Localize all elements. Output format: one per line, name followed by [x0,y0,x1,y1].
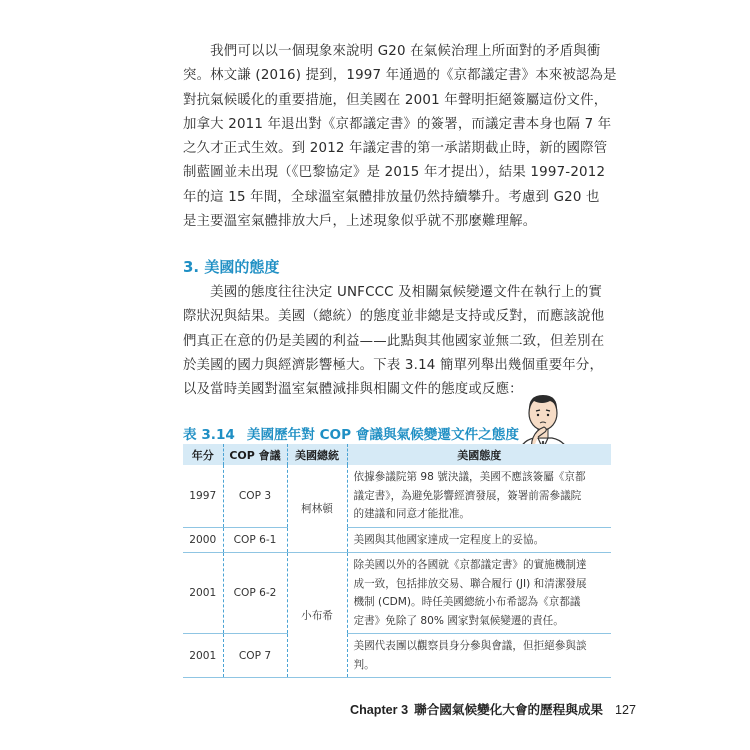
paragraph-usa [183,281,605,402]
text-line: 機制 (CDM)。時任美國總統小布希認為《京都議 [353,596,581,608]
text-line: 的建議和同意才能批准。 [353,508,471,520]
header-attitude: 美國態度 [347,444,611,465]
cell-cop: COP 7 [223,634,287,678]
text-line: 除美國以外的各國就《京都議定書》的實施機制達 [353,559,587,571]
text-line: 於美國的國力與經濟影響極大。下表 3.14 簡單列舉出幾個重要年分， [183,357,604,373]
cell-year: 2001 [183,634,223,678]
header-president: 美國總統 [287,444,347,465]
text-line: 以及當時美國對溫室氣體減排與相關文件的態度或反應： [183,382,523,398]
cell-president: 小布希 [287,553,347,678]
text-line: 判。 [353,658,375,671]
text-line: 美國代表團以觀察員身分參與會議，但拒絕參與談 [353,640,587,652]
text-line: 定書》免除了 80% 國家對氣候變遷的責任。 [353,614,564,627]
cell-year: 2001 [183,553,223,634]
text-line: 我們可以以一個現象來說明 G20 在氣候治理上所面對的矛盾與衝 [183,44,601,59]
table-row [183,634,611,678]
table-row [183,527,611,553]
cell-president: 柯林頓 [287,465,347,553]
cell-year: 2000 [183,527,223,553]
table-number: 表 3.14 [183,427,235,443]
text-line: 依據參議院第 98 號決議，美國不應該簽屬《京都 [353,471,586,483]
header-year: 年分 [183,444,223,465]
cell-cop: COP 6-1 [223,527,287,553]
text-line: 議定書》，為避免影響經濟發展，簽署前需參議院 [353,489,582,502]
table-row [183,465,611,527]
text-line: 際狀況與結果。美國（總統）的態度並非總是支持或反對，而應該說他 [183,309,605,325]
text-line: 突。林文謙 (2016) 提到，1997 年通過的《京都議定書》本來被認為是 [183,68,617,84]
cell-year: 1997 [183,465,223,527]
text-line: 對抗氣候暖化的重要措施，但美國在 2001 年聲明拒絕簽屬這份文件， [183,92,608,108]
cell-attitude [347,527,611,553]
text-line: 年的這 15 年間，全球溫室氣體排放量仍然持續攀升。考慮到 G20 也 [183,189,600,205]
cell-cop: COP 6-2 [223,553,287,634]
text-line: 之久才正式生效。到 2012 年議定書的第一承諾期截止時，新的國際管 [183,141,608,157]
section-heading: 3. 美國的態度 [183,258,280,276]
page-footer [350,699,636,718]
footer-chapter: Chapter 3 [350,703,409,717]
text-line: 美國與其他國家達成一定程度上的妥協。 [353,533,545,546]
text-line: 們真正在意的仍是美國的利益——此點與其他國家並無二致，但差別在 [183,333,605,349]
table-row [183,553,611,634]
footer-chapter-title: 聯合國氣候變化大會的歷程與成果 [414,702,603,717]
cell-attitude [347,465,611,527]
paragraph-g20 [183,40,617,234]
us-attitude-table [183,444,611,678]
text-line: 制藍圖並未出現（《巴黎協定》是 2015 年才提出），結果 1997-2012 [183,165,606,181]
table-title: 美國歷年對 COP 會議與氣候變遷文件之態度 [246,427,519,443]
header-cop: COP 會議 [223,444,287,465]
text-line: 是主要溫室氣體排放大戶，上述現象似乎就不那麼難理解。 [183,214,537,230]
table-header-row [183,444,611,465]
text-line: 加拿大 2011 年退出對《京都議定書》的簽署，而議定書本身也隔 7 年 [183,116,612,132]
page-number: 127 [615,703,637,717]
table-caption [183,423,519,443]
cell-cop: COP 3 [223,465,287,527]
text-line: 美國的態度往往決定 UNFCCC 及相關氣候變遷文件在執行上的實 [183,285,603,300]
cell-attitude [347,634,611,678]
cell-attitude [347,553,611,634]
text-line: 成一致，包括排放交易、聯合履行 (JI) 和清潔發展 [353,577,587,590]
